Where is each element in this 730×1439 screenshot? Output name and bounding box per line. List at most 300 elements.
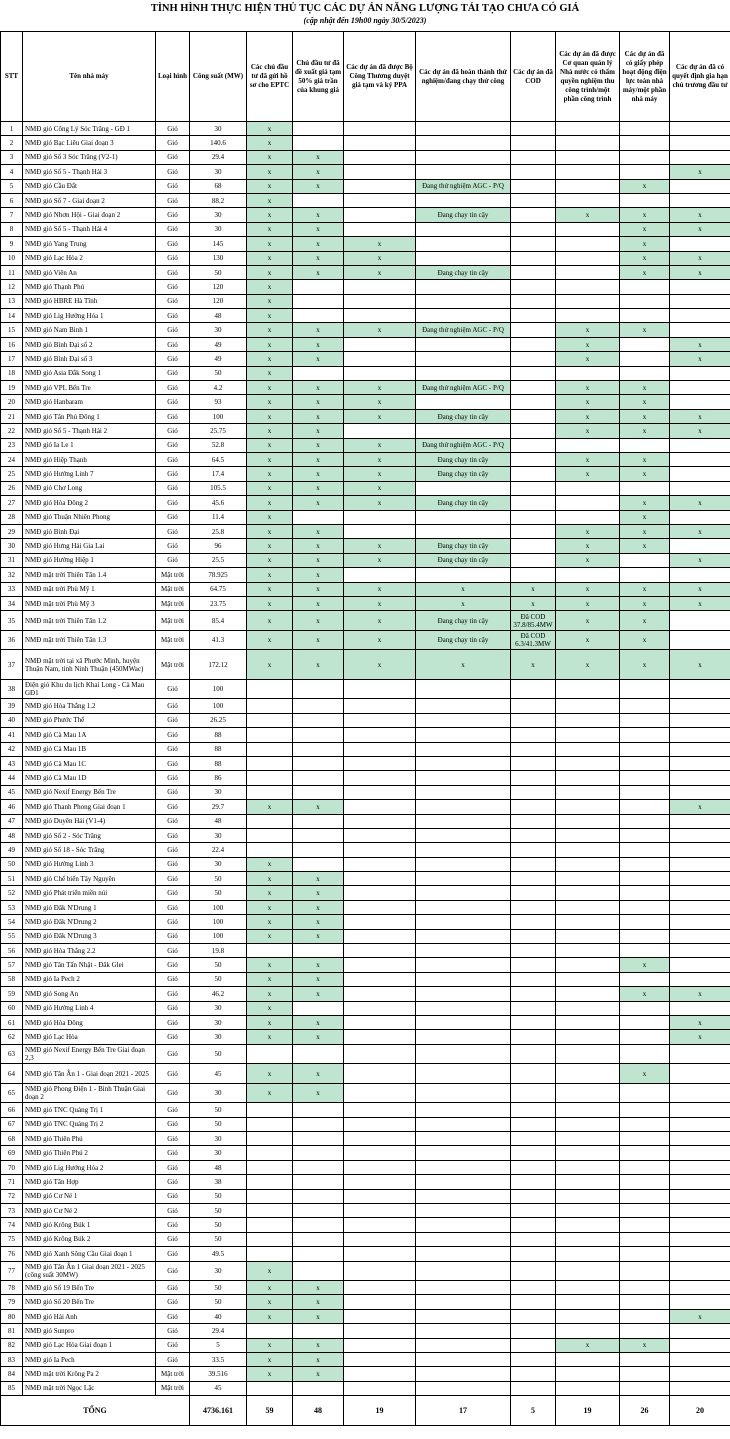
cell-type: Gió bbox=[156, 771, 190, 785]
cell-stt: 52 bbox=[1, 886, 23, 900]
cell-approved-ppa: x bbox=[344, 596, 416, 610]
cell-plant-name: NMĐ gió Thiên Phú 2 bbox=[23, 1146, 156, 1160]
cell-extension bbox=[670, 886, 730, 900]
cell-acceptance: x bbox=[556, 395, 620, 409]
cell-proposed-price: x bbox=[293, 1353, 344, 1367]
cell-extension: x bbox=[670, 1309, 730, 1323]
cell-extension: x bbox=[670, 496, 730, 510]
cell-extension bbox=[670, 1132, 730, 1146]
cell-stt: 80 bbox=[1, 1309, 23, 1323]
cell-testing bbox=[416, 1232, 511, 1246]
cell-plant-name: NMĐ gió Cà Mau 1D bbox=[23, 771, 156, 785]
cell-stt: 32 bbox=[1, 568, 23, 582]
cell-capacity: 50 bbox=[190, 366, 247, 380]
cell-plant-name: NMĐ gió Krông Búk 2 bbox=[23, 1232, 156, 1246]
cell-cod bbox=[511, 309, 556, 323]
cell-acceptance bbox=[556, 1132, 620, 1146]
cell-cod: x bbox=[511, 650, 556, 680]
cell-capacity: 49.5 bbox=[190, 1247, 247, 1261]
cell-approved-ppa: x bbox=[344, 553, 416, 567]
cell-capacity: 88 bbox=[190, 728, 247, 742]
cell-license bbox=[620, 1175, 670, 1189]
table-row bbox=[1, 699, 730, 713]
cell-license: x bbox=[620, 1064, 670, 1084]
cell-extension bbox=[670, 630, 730, 650]
cell-license bbox=[620, 1309, 670, 1323]
cell-cod bbox=[511, 1044, 556, 1064]
cell-type: Gió bbox=[156, 1281, 190, 1295]
cell-plant-name: NMĐ gió Duyên Hải (V1-4) bbox=[23, 814, 156, 828]
cell-testing bbox=[416, 814, 511, 828]
cell-stt: 79 bbox=[1, 1295, 23, 1309]
cell-cod bbox=[511, 1295, 556, 1309]
cell-type: Gió bbox=[156, 1324, 190, 1338]
cell-acceptance bbox=[556, 510, 620, 524]
cell-stt: 12 bbox=[1, 280, 23, 294]
cell-extension bbox=[670, 915, 730, 929]
cell-testing bbox=[416, 886, 511, 900]
cell-license bbox=[620, 1030, 670, 1044]
cell-type: Gió bbox=[156, 366, 190, 380]
cell-submitted-eptc: x bbox=[247, 800, 293, 814]
cell-testing bbox=[416, 771, 511, 785]
cell-type: Mặt trời bbox=[156, 611, 190, 631]
cell-plant-name: NMĐ gió Viên An bbox=[23, 265, 156, 279]
cell-acceptance bbox=[556, 496, 620, 510]
cell-cod bbox=[511, 539, 556, 553]
cell-testing: Đang chạy tin cậy bbox=[416, 496, 511, 510]
cell-approved-ppa bbox=[344, 1309, 416, 1323]
cell-license bbox=[620, 193, 670, 207]
table-row bbox=[1, 611, 730, 631]
cell-cod bbox=[511, 150, 556, 164]
cell-approved-ppa bbox=[344, 800, 416, 814]
cell-capacity: 5 bbox=[190, 1338, 247, 1352]
cell-approved-ppa bbox=[344, 1381, 416, 1395]
header-acceptance: Các dự án đã được Cơ quan quản lý Nhà nước có thẩm quyền nghiệm thu công trình/một phần công trình bbox=[556, 32, 620, 122]
cell-proposed-price: x bbox=[293, 452, 344, 466]
cell-capacity: 100 bbox=[190, 929, 247, 943]
cell-proposed-price: x bbox=[293, 438, 344, 452]
cell-cod bbox=[511, 828, 556, 842]
table-row bbox=[1, 1381, 730, 1395]
cell-approved-ppa: x bbox=[344, 582, 416, 596]
cell-cod bbox=[511, 929, 556, 943]
cell-submitted-eptc bbox=[247, 1175, 293, 1189]
cell-cod bbox=[511, 1117, 556, 1131]
cell-cod bbox=[511, 1367, 556, 1381]
cell-stt: 42 bbox=[1, 742, 23, 756]
cell-cod bbox=[511, 872, 556, 886]
cell-extension: x bbox=[670, 409, 730, 423]
cell-testing: Đang thử nghiệm AGC - P/Q bbox=[416, 381, 511, 395]
cell-type: Gió bbox=[156, 309, 190, 323]
cell-cod: Đã COD 6.3/41.3MW bbox=[511, 630, 556, 650]
cell-capacity: 100 bbox=[190, 900, 247, 914]
cell-capacity: 85.4 bbox=[190, 611, 247, 631]
cell-approved-ppa bbox=[344, 1324, 416, 1338]
cell-submitted-eptc: x bbox=[247, 1367, 293, 1381]
cell-extension bbox=[670, 1324, 730, 1338]
cell-stt: 14 bbox=[1, 309, 23, 323]
cell-stt: 44 bbox=[1, 771, 23, 785]
cell-extension: x bbox=[670, 208, 730, 222]
cell-submitted-eptc: x bbox=[247, 251, 293, 265]
cell-type: Gió bbox=[156, 679, 190, 699]
cell-approved-ppa bbox=[344, 1203, 416, 1217]
cell-capacity: 88 bbox=[190, 742, 247, 756]
cell-testing bbox=[416, 900, 511, 914]
cell-type: Gió bbox=[156, 323, 190, 337]
cell-license bbox=[620, 679, 670, 699]
cell-capacity: 29.4 bbox=[190, 150, 247, 164]
cell-plant-name: NMĐ mặt trời Krông Pa 2 bbox=[23, 1367, 156, 1381]
cell-acceptance bbox=[556, 1324, 620, 1338]
cell-capacity: 64.75 bbox=[190, 582, 247, 596]
cell-cod bbox=[511, 352, 556, 366]
cell-capacity: 29.4 bbox=[190, 1324, 247, 1338]
cell-stt: 45 bbox=[1, 785, 23, 799]
cell-capacity: 30 bbox=[190, 785, 247, 799]
cell-approved-ppa bbox=[344, 280, 416, 294]
table-row bbox=[1, 972, 730, 986]
cell-cod bbox=[511, 1160, 556, 1174]
table-row bbox=[1, 208, 730, 222]
cell-acceptance bbox=[556, 280, 620, 294]
cell-capacity: 50 bbox=[190, 1218, 247, 1232]
cell-stt: 73 bbox=[1, 1203, 23, 1217]
cell-plant-name: NMĐ gió Xanh Sông Cầu Giai đoạn 1 bbox=[23, 1247, 156, 1261]
cell-stt: 85 bbox=[1, 1381, 23, 1395]
cell-license: x bbox=[620, 510, 670, 524]
cell-capacity: 30 bbox=[190, 1146, 247, 1160]
cell-acceptance bbox=[556, 122, 620, 136]
cell-extension bbox=[670, 843, 730, 857]
cell-license: x bbox=[620, 467, 670, 481]
header-extension: Các dự án đã có quyết định gia hạn chủ trương đầu tư bbox=[670, 32, 730, 122]
cell-submitted-eptc: x bbox=[247, 582, 293, 596]
table-row bbox=[1, 510, 730, 524]
table-row bbox=[1, 179, 730, 193]
cell-plant-name: NMĐ gió Lạc Hòa Giai đoạn 1 bbox=[23, 1338, 156, 1352]
cell-submitted-eptc bbox=[247, 814, 293, 828]
cell-extension bbox=[670, 900, 730, 914]
cell-approved-ppa bbox=[344, 1030, 416, 1044]
cell-acceptance bbox=[556, 1261, 620, 1281]
cell-testing: Đang chạy tin cậy bbox=[416, 409, 511, 423]
cell-type: Gió bbox=[156, 1218, 190, 1232]
cell-cod: x bbox=[511, 582, 556, 596]
cell-stt: 23 bbox=[1, 438, 23, 452]
cell-testing bbox=[416, 972, 511, 986]
cell-cod bbox=[511, 915, 556, 929]
cell-plant-name: NMĐ mặt trời Thiên Tân 1.3 bbox=[23, 630, 156, 650]
cell-extension bbox=[670, 280, 730, 294]
cell-capacity: 23.75 bbox=[190, 596, 247, 610]
cell-plant-name: NMĐ mặt trời Phù Mỹ 3 bbox=[23, 596, 156, 610]
header-type: Loại hình bbox=[156, 32, 190, 122]
cell-stt: 77 bbox=[1, 1261, 23, 1281]
cell-license bbox=[620, 857, 670, 871]
cell-cod bbox=[511, 424, 556, 438]
cell-testing bbox=[416, 280, 511, 294]
cell-proposed-price: x bbox=[293, 800, 344, 814]
header-capacity: Công suất (MW) bbox=[190, 32, 247, 122]
cell-submitted-eptc bbox=[247, 771, 293, 785]
cell-approved-ppa bbox=[344, 1044, 416, 1064]
cell-testing bbox=[416, 395, 511, 409]
cell-acceptance bbox=[556, 944, 620, 958]
cell-plant-name: NMĐ gió TNC Quảng Trị 1 bbox=[23, 1103, 156, 1117]
cell-type: Gió bbox=[156, 165, 190, 179]
cell-cod bbox=[511, 1030, 556, 1044]
table-row bbox=[1, 1247, 730, 1261]
table-row bbox=[1, 1044, 730, 1064]
cell-stt: 29 bbox=[1, 524, 23, 538]
cell-type: Gió bbox=[156, 900, 190, 914]
cell-extension: x bbox=[670, 222, 730, 236]
cell-type: Gió bbox=[156, 280, 190, 294]
cell-cod bbox=[511, 1103, 556, 1117]
cell-submitted-eptc: x bbox=[247, 337, 293, 351]
cell-submitted-eptc: x bbox=[247, 366, 293, 380]
cell-proposed-price: x bbox=[293, 539, 344, 553]
cell-type: Gió bbox=[156, 352, 190, 366]
cell-testing bbox=[416, 136, 511, 150]
cell-plant-name: NMĐ gió Công Lý Sóc Trăng - GĐ 1 bbox=[23, 122, 156, 136]
cell-license bbox=[620, 309, 670, 323]
cell-plant-name: NMĐ gió Hanbaram bbox=[23, 395, 156, 409]
cell-capacity: 68 bbox=[190, 179, 247, 193]
table-row bbox=[1, 1175, 730, 1189]
cell-approved-ppa bbox=[344, 785, 416, 799]
cell-acceptance: x bbox=[556, 208, 620, 222]
cell-acceptance: x bbox=[556, 1338, 620, 1352]
cell-extension: x bbox=[670, 800, 730, 814]
cell-stt: 9 bbox=[1, 237, 23, 251]
cell-cod: Đã COD 37.8/85.4MW bbox=[511, 611, 556, 631]
cell-submitted-eptc bbox=[247, 1324, 293, 1338]
cell-submitted-eptc bbox=[247, 756, 293, 770]
cell-acceptance bbox=[556, 136, 620, 150]
table-row bbox=[1, 1309, 730, 1323]
cell-approved-ppa bbox=[344, 1247, 416, 1261]
cell-type: Gió bbox=[156, 496, 190, 510]
table-row bbox=[1, 1203, 730, 1217]
cell-stt: 49 bbox=[1, 843, 23, 857]
table-row bbox=[1, 1189, 730, 1203]
cell-license: x bbox=[620, 596, 670, 610]
cell-submitted-eptc: x bbox=[247, 915, 293, 929]
cell-testing: Đang chạy tin cậy bbox=[416, 611, 511, 631]
cell-cod bbox=[511, 713, 556, 727]
cell-plant-name: NMĐ gió Tân Ân 1 Giai đoạn 2021 - 2025 (công suất 30MW) bbox=[23, 1261, 156, 1281]
cell-proposed-price: x bbox=[293, 915, 344, 929]
table-row bbox=[1, 582, 730, 596]
cell-stt: 81 bbox=[1, 1324, 23, 1338]
cell-acceptance bbox=[556, 1001, 620, 1015]
cell-testing bbox=[416, 193, 511, 207]
cell-capacity: 86 bbox=[190, 771, 247, 785]
cell-plant-name: NMĐ gió Cầu Đất bbox=[23, 179, 156, 193]
cell-approved-ppa bbox=[344, 352, 416, 366]
cell-extension bbox=[670, 1044, 730, 1064]
cell-approved-ppa bbox=[344, 179, 416, 193]
cell-testing bbox=[416, 1083, 511, 1103]
cell-license: x bbox=[620, 539, 670, 553]
cell-proposed-price bbox=[293, 1232, 344, 1246]
cell-plant-name: NMĐ gió Hòa Thắng 2.2 bbox=[23, 944, 156, 958]
total-license: 26 bbox=[620, 1396, 670, 1426]
cell-capacity: 88 bbox=[190, 756, 247, 770]
cell-acceptance: x bbox=[556, 409, 620, 423]
cell-plant-name: NMĐ gió Cà Mau 1B bbox=[23, 742, 156, 756]
cell-type: Gió bbox=[156, 1160, 190, 1174]
cell-extension: x bbox=[670, 165, 730, 179]
cell-license: x bbox=[620, 237, 670, 251]
cell-plant-name: NMĐ gió Nhơn Hội - Giai đoạn 2 bbox=[23, 208, 156, 222]
cell-testing bbox=[416, 857, 511, 871]
cell-acceptance: x bbox=[556, 381, 620, 395]
cell-acceptance bbox=[556, 987, 620, 1001]
cell-acceptance bbox=[556, 1295, 620, 1309]
table-row bbox=[1, 944, 730, 958]
cell-acceptance bbox=[556, 568, 620, 582]
cell-submitted-eptc: x bbox=[247, 1281, 293, 1295]
cell-stt: 63 bbox=[1, 1044, 23, 1064]
cell-submitted-eptc: x bbox=[247, 1064, 293, 1084]
cell-extension bbox=[670, 958, 730, 972]
cell-proposed-price bbox=[293, 771, 344, 785]
cell-capacity: 25.5 bbox=[190, 553, 247, 567]
cell-submitted-eptc: x bbox=[247, 1353, 293, 1367]
cell-type: Gió bbox=[156, 524, 190, 538]
cell-proposed-price: x bbox=[293, 872, 344, 886]
table-row bbox=[1, 553, 730, 567]
cell-extension: x bbox=[670, 424, 730, 438]
cell-extension bbox=[670, 611, 730, 631]
cell-proposed-price bbox=[293, 828, 344, 842]
cell-license: x bbox=[620, 424, 670, 438]
cell-type: Gió bbox=[156, 193, 190, 207]
cell-acceptance: x bbox=[556, 553, 620, 567]
cell-approved-ppa bbox=[344, 122, 416, 136]
cell-cod bbox=[511, 1338, 556, 1352]
cell-approved-ppa bbox=[344, 1261, 416, 1281]
cell-capacity: 48 bbox=[190, 1160, 247, 1174]
cell-stt: 67 bbox=[1, 1117, 23, 1131]
cell-submitted-eptc bbox=[247, 843, 293, 857]
cell-plant-name: NMĐ gió Số 5 - Thạnh Hải 2 bbox=[23, 424, 156, 438]
table-row bbox=[1, 713, 730, 727]
cell-extension bbox=[670, 1232, 730, 1246]
cell-stt: 30 bbox=[1, 539, 23, 553]
cell-submitted-eptc: x bbox=[247, 539, 293, 553]
table-row bbox=[1, 872, 730, 886]
cell-license: x bbox=[620, 582, 670, 596]
cell-stt: 58 bbox=[1, 972, 23, 986]
cell-stt: 27 bbox=[1, 496, 23, 510]
cell-proposed-price bbox=[293, 1175, 344, 1189]
cell-approved-ppa bbox=[344, 510, 416, 524]
cell-acceptance bbox=[556, 857, 620, 871]
cell-cod bbox=[511, 900, 556, 914]
cell-license bbox=[620, 800, 670, 814]
cell-submitted-eptc bbox=[247, 742, 293, 756]
cell-proposed-price bbox=[293, 1247, 344, 1261]
cell-acceptance bbox=[556, 150, 620, 164]
cell-testing bbox=[416, 1175, 511, 1189]
cell-testing bbox=[416, 1218, 511, 1232]
cell-acceptance bbox=[556, 814, 620, 828]
cell-approved-ppa bbox=[344, 1083, 416, 1103]
cell-capacity: 78.925 bbox=[190, 568, 247, 582]
cell-acceptance bbox=[556, 872, 620, 886]
cell-cod bbox=[511, 237, 556, 251]
cell-acceptance bbox=[556, 309, 620, 323]
cell-capacity: 50 bbox=[190, 1189, 247, 1203]
cell-plant-name: NMĐ gió Tân Phú Đông 1 bbox=[23, 409, 156, 423]
cell-proposed-price bbox=[293, 1381, 344, 1395]
cell-license: x bbox=[620, 409, 670, 423]
cell-proposed-price bbox=[293, 1103, 344, 1117]
cell-approved-ppa bbox=[344, 222, 416, 236]
cell-plant-name: NMĐ gió Hưng Hải Gia Lai bbox=[23, 539, 156, 553]
cell-cod bbox=[511, 1203, 556, 1217]
cell-testing bbox=[416, 150, 511, 164]
cell-acceptance bbox=[556, 1247, 620, 1261]
cell-acceptance bbox=[556, 800, 620, 814]
cell-cod bbox=[511, 251, 556, 265]
table-row bbox=[1, 438, 730, 452]
cell-submitted-eptc: x bbox=[247, 352, 293, 366]
cell-approved-ppa bbox=[344, 337, 416, 351]
cell-extension bbox=[670, 1367, 730, 1381]
cell-approved-ppa bbox=[344, 1353, 416, 1367]
cell-acceptance bbox=[556, 679, 620, 699]
cell-acceptance bbox=[556, 742, 620, 756]
cell-testing: Đang chạy tin cậy bbox=[416, 265, 511, 279]
cell-cod bbox=[511, 1324, 556, 1338]
cell-testing bbox=[416, 944, 511, 958]
cell-acceptance bbox=[556, 1218, 620, 1232]
cell-plant-name: NMĐ gió Cư Né 2 bbox=[23, 1203, 156, 1217]
header-testing: Các dự án đã hoàn thành thử nghiệm/đang chạy thử công bbox=[416, 32, 511, 122]
table-row bbox=[1, 828, 730, 842]
table-row bbox=[1, 280, 730, 294]
cell-cod bbox=[511, 1189, 556, 1203]
cell-testing bbox=[416, 1281, 511, 1295]
cell-capacity: 30 bbox=[190, 857, 247, 871]
cell-approved-ppa bbox=[344, 1175, 416, 1189]
table-row bbox=[1, 1146, 730, 1160]
cell-approved-ppa bbox=[344, 366, 416, 380]
cell-capacity: 30 bbox=[190, 122, 247, 136]
cell-cod bbox=[511, 553, 556, 567]
cell-acceptance bbox=[556, 1064, 620, 1084]
cell-type: Gió bbox=[156, 1203, 190, 1217]
cell-acceptance bbox=[556, 771, 620, 785]
cell-type: Gió bbox=[156, 424, 190, 438]
cell-acceptance: x bbox=[556, 539, 620, 553]
cell-testing bbox=[416, 568, 511, 582]
cell-submitted-eptc: x bbox=[247, 510, 293, 524]
cell-testing bbox=[416, 785, 511, 799]
cell-testing: Đang chạy tin cậy bbox=[416, 452, 511, 466]
cell-extension: x bbox=[670, 265, 730, 279]
cell-proposed-price: x bbox=[293, 553, 344, 567]
cell-license bbox=[620, 944, 670, 958]
